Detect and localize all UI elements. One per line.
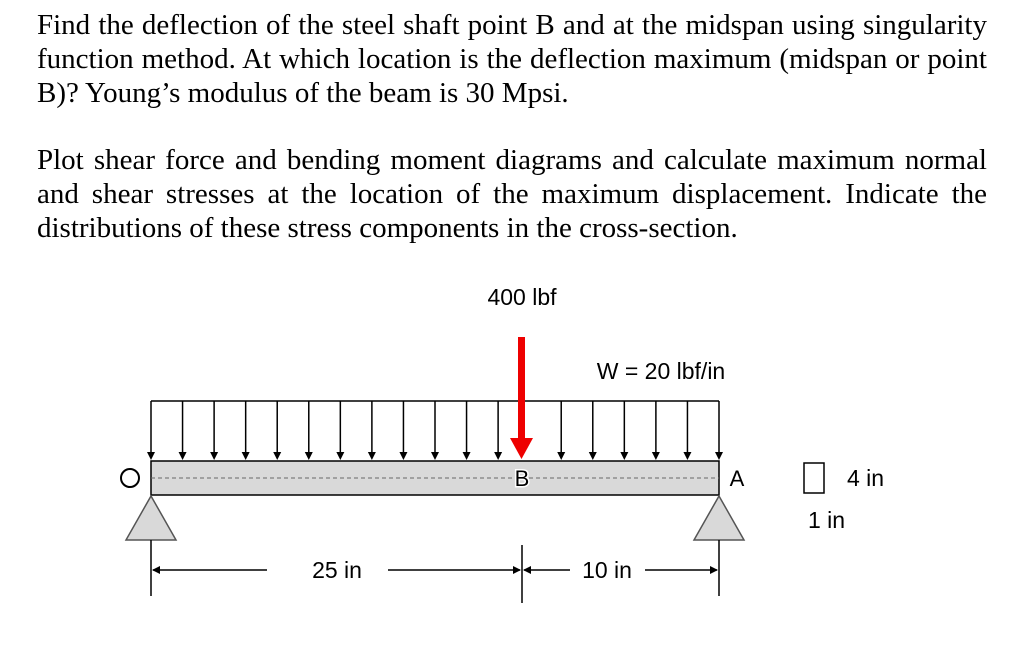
distributed-load-arrow bbox=[179, 401, 187, 460]
problem-paragraph-1: Find the deflection of the steel shaft point B and at the midspan using singularity function method. At which location is the deflection maximum (midspan or point B)? Young’s modulus of the beam is 30 Mpsi. bbox=[37, 9, 987, 109]
distributed-load-arrow bbox=[147, 401, 155, 460]
point-a-label: A bbox=[729, 466, 745, 491]
distributed-load-arrow bbox=[683, 401, 691, 460]
section-width-label: 1 in bbox=[808, 507, 846, 533]
point-load-arrow bbox=[510, 337, 533, 459]
distributed-load-arrow bbox=[463, 401, 471, 460]
distributed-load-arrow bbox=[620, 401, 628, 460]
distributed-load-arrow bbox=[242, 401, 250, 460]
distributed-load-arrows bbox=[147, 401, 723, 460]
distributed-load-arrow bbox=[210, 401, 218, 460]
distributed-load-arrow bbox=[715, 401, 723, 460]
point-b-label: B bbox=[514, 466, 530, 491]
dimension-lines bbox=[151, 540, 719, 603]
span-ob-label: 25 in bbox=[312, 557, 362, 583]
distributed-load-arrow bbox=[336, 401, 344, 460]
distributed-load-arrow bbox=[399, 401, 407, 460]
right-support bbox=[694, 496, 744, 540]
distributed-load-arrow bbox=[494, 401, 502, 460]
distributed-load-arrow bbox=[368, 401, 376, 460]
distributed-load bbox=[147, 401, 723, 460]
point-load-label: 400 lbf bbox=[487, 284, 557, 310]
distributed-load-arrow bbox=[305, 401, 313, 460]
section-height-label: 4 in bbox=[847, 465, 885, 491]
distributed-load-arrow bbox=[431, 401, 439, 460]
distributed-load-arrow bbox=[273, 401, 281, 460]
distributed-load-arrow bbox=[589, 401, 597, 460]
distributed-load-label: W = 20 lbf/in bbox=[596, 358, 726, 384]
distributed-load-arrow bbox=[652, 401, 660, 460]
cross-section bbox=[804, 463, 824, 493]
distributed-load-arrow bbox=[557, 401, 565, 460]
span-ba-label: 10 in bbox=[582, 557, 632, 583]
left-support bbox=[126, 496, 176, 540]
problem-paragraph-2: Plot shear force and bending moment diagrams and calculate maximum normal and shear stresses at the location of the maximum displacement. Indicate the distributions of these stress components in the cross-section. bbox=[37, 144, 987, 244]
